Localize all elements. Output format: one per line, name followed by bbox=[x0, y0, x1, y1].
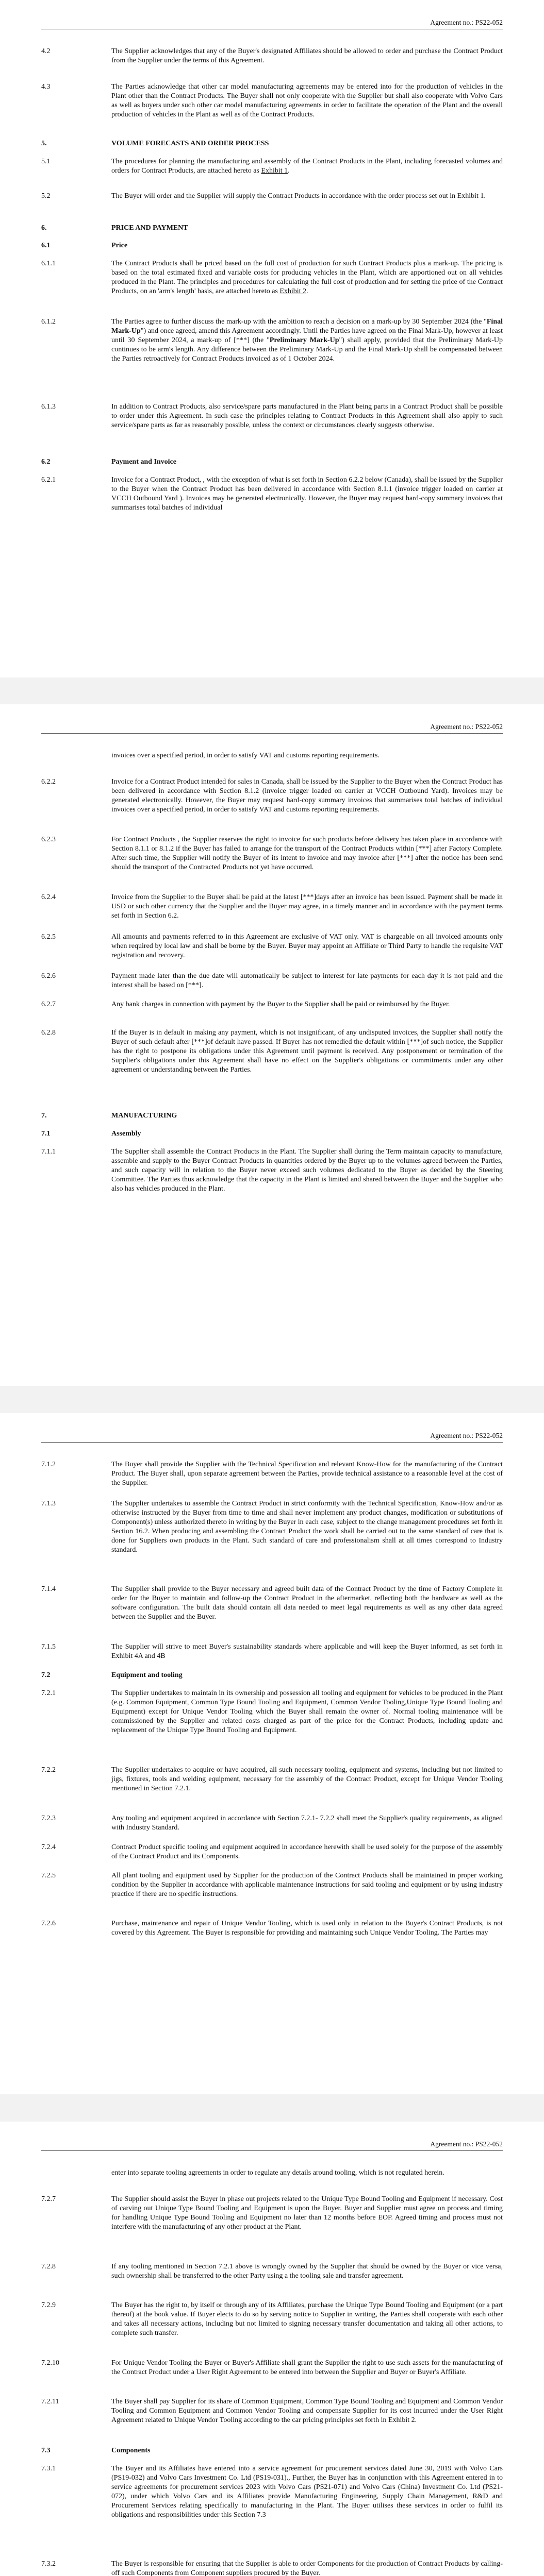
section-title: MANUFACTURING bbox=[111, 1112, 177, 1120]
clause-text: The Buyer will order and the Supplier will supply the Contract Products in accordance with the order process set out in Exhibit 1. bbox=[111, 192, 486, 200]
clause-text: For Unique Vendor Tooling the Buyer or Buyer's Affiliate shall grant the Supplier the right to use such assets for the manufacturing of the Contract Product under a User Right Agreement to be entered into between the Supplier and Buyer or Buyer's Affiliate. bbox=[111, 2359, 503, 2376]
continued-text: enter into separate tooling agreements in order to regulate any details around tooling, which is not regulated herein. bbox=[111, 2169, 444, 2177]
clause-number: 6.1.2 bbox=[41, 318, 56, 326]
clause-number: 5.2 bbox=[41, 192, 51, 200]
subsection-number: 7.1 bbox=[41, 1130, 51, 1138]
section-number: 5. bbox=[41, 140, 47, 147]
page-header: Agreement no.: PS22-052 bbox=[430, 723, 503, 731]
clause-text: Any bank charges in connection with payment by the Buyer to the Supplier shall be paid or reimbursed by the Buyer. bbox=[111, 1001, 450, 1008]
clause-number: 7.2.9 bbox=[41, 2301, 56, 2309]
subsection-title: Payment and Invoice bbox=[111, 458, 176, 466]
clause-text: In addition to Contract Products, also service/spare parts manufactured in the Plant being parts in a Contract Product shall be possible to order under this Agreement. In such case the principles relating to Contract Products in this Agreement shall also apply to such service/spare parts as far as reasonably possible, unless the context or circumstances clearly suggests otherwise. bbox=[111, 403, 503, 429]
page-header: Agreement no.: PS22-052 bbox=[430, 19, 503, 26]
subsection-title: Components bbox=[111, 2447, 151, 2454]
clause-6-2-6 bbox=[41, 972, 503, 990]
clause-text: The Buyer and its Affiliates have entered into a service agreement for procurement services dated June 30, 2019 with Volvo Cars (PS19-032) and Volvo Cars Investment Co. Ltd (PS19-031)., Further, the Buyer has in conjunction with this Agreement entered in to service agreements for procurement services 2023 with Volvo Cars (PS21-071) and Volvo Cars (China) Investment Co. Ltd (PS21-072), under which Volvo Cars and its Affiliates provide Manufacturing Engineering, Supply Chain Management, R&D and Procurement Services relating specifically to manufacturing in the Plant. The Buyer utilises these services in order to fulfil its obligations and responsibilities under this Section 7.3 bbox=[111, 2465, 503, 2519]
clause-number: 7.2.7 bbox=[41, 2195, 56, 2203]
clause-6-2-3 bbox=[41, 835, 503, 872]
document-page-3 bbox=[0, 1413, 544, 2094]
clause-text: All amounts and payments referred to in this Agreement are exclusive of VAT only. VAT is chargeable on all invoiced amounts only when required by local law and shall be borne by the Buyer. Buyer may appoint an Affiliate or Third Party to handle the requisite VAT registration and recovery. bbox=[111, 933, 503, 959]
clause-number: 6.2.7 bbox=[41, 1001, 56, 1008]
clause-number: 7.1.4 bbox=[41, 1585, 56, 1593]
clause-number: 6.1.3 bbox=[41, 403, 56, 411]
clause-text: Invoice for a Contract Product, , with the exception of what is set forth in Section 6.2.2 below (Canada), shall be issued by the Supplier to the Buyer when the Contract Product has been delivered in accordance with Section 8.1.1 (invoice trigger loaded on carrier at VCCH Outbound Yard ). Invoices may be generated electronically. However, the Buyer may request hard-copy summary invoices that summarises total batches of individual bbox=[111, 476, 503, 512]
subsection-title: Price bbox=[111, 242, 128, 249]
clause-text: The Supplier shall assemble the Contract Products in the Plant. The Supplier shall during the Term maintain capacity to manufacture, assemble and supply to the Buyer Contract Products in quantities ordered by the Buyer up to the volumes agreed between the Parties, and such capacity will in relation to the Buyer never exceed such volumes dedicated to the Buyer as decided by the Steering Committee. The Parties thus acknowledge that the capacity in the Plant is limited and shared between the Buyer and the Supplier who also has vehicles produced in the Plant. bbox=[111, 1148, 503, 1193]
clause-number: 7.2.10 bbox=[41, 2359, 59, 2367]
clause-number: 5.1 bbox=[41, 158, 51, 165]
defined-term: Preliminary Mark-Up bbox=[269, 336, 339, 344]
clause-text: Invoice for a Contract Product intended for sales in Canada, shall be issued by the Supplier to the Buyer when the Contract Product has been delivered in accordance with Section 8.1.2 (invoice trigger loaded on carrier at VCCH Outbound Yard). Invoices may be generated electronically. However, the Buyer may request hard-copy summary invoices that summarises total batches of individual invoices over a specified period, in order to satisfy VAT and customs reporting requirements. bbox=[111, 778, 503, 814]
clause-text: The Contract Products shall be priced based on the full cost of production for such Contract Products plus a mark-up. The pricing is based on the total estimated fixed and variable costs for producing vehicles in the Plant, which are apportioned out on all vehicles produced in the Plant. The principles and procedures for calculating the full cost of production and for setting the price of the Contract Products, on an 'arm's length' basis, are attached hereto as Exhibit 2. bbox=[111, 260, 503, 295]
clause-6-2-8 bbox=[41, 1028, 503, 1075]
clause-7-2-8 bbox=[41, 2262, 503, 2281]
clause-text: The Supplier undertakes to assemble the Contract Product in strict conformity with the Technical Specification, Know-How and/or as otherwise instructed by the Buyer from time to time and shall never implement any product changes, modification or substitutions of Component(s) unless authorized thereto in writing by the Buyer in each case, subject to the change management procedures set forth in Section 16.2. When producing and assembling the Contract Product the work shall be carried out to the same standard of care that is done for Suppliers own products in the Plant. Such standard of care and professionalism shall at all times correspond to Industry standard. bbox=[111, 1500, 503, 1554]
clause-text: The Supplier acknowledges that any of the Buyer's designated Affiliates should be allowed to order and purchase the Contract Product from the Supplier under the terms of this Agreement. bbox=[111, 47, 503, 64]
clause-number: 7.2.2 bbox=[41, 1766, 56, 1774]
clause-text: If any tooling mentioned in Section 7.2.1 above is wrongly owned by the Supplier that should be owned by the Buyer or vice versa, such ownership shall be transferred to the other Party using a the tooling sale and transfer agreement. bbox=[111, 2263, 503, 2280]
header-rule bbox=[41, 733, 503, 734]
clause-number: 7.1.3 bbox=[41, 1500, 56, 1507]
clause-7-1-1 bbox=[41, 1147, 503, 1194]
clause-number: 7.2.4 bbox=[41, 1843, 56, 1851]
subsection-title: Assembly bbox=[111, 1130, 141, 1138]
clause-7-1-5 bbox=[41, 1642, 503, 1661]
clause-7-2-9 bbox=[41, 2301, 503, 2338]
clause-7-1-3 bbox=[41, 1499, 503, 1555]
clause-7-2-1 bbox=[41, 1689, 503, 1735]
clause-6-1-3 bbox=[41, 402, 503, 430]
clause-text: The procedures for planning the manufacturing and assembly of the Contract Products in the Plant, including forecasted volumes and orders for Contract Products, are attached hereto as Exhibit 1. bbox=[111, 158, 503, 175]
document-page-1 bbox=[0, 0, 544, 677]
clause-number: 7.1.1 bbox=[41, 1148, 56, 1156]
clause-7-2-3 bbox=[41, 1814, 503, 1833]
subsection-title: Equipment and tooling bbox=[111, 1671, 183, 1679]
clause-text: The Supplier will strive to meet Buyer's sustainability standards where applicable and will keep the Buyer informed, as set forth in Exhibit 4A and 4B bbox=[111, 1643, 503, 1660]
clause-7-1-2 bbox=[41, 1460, 503, 1488]
header-rule bbox=[41, 1442, 503, 1443]
clause-7-2-10 bbox=[41, 2359, 503, 2377]
subsection-number: 7.2 bbox=[41, 1671, 51, 1679]
clause-text: If the Buyer is in default in making any payment, which is not insignificant, of any undisputed invoices, the Supplier shall notify the Buyer of such default after [***]of default have passed. If Buyer has not remedied the default within [***]of such notice, the Supplier has the right to postpone its obligations under this Agreement until payment is received. Any postponement or termination of the Supplier's obligations under this Agreement shall have no effect on the Supplier's obligations or commitments under any other agreement or understanding between the Parties. bbox=[111, 1029, 503, 1074]
clause-6-2-4 bbox=[41, 893, 503, 921]
clause-number: 7.2.8 bbox=[41, 2263, 56, 2270]
clause-6-2-7 bbox=[41, 1000, 503, 1009]
clause-number: 6.2.8 bbox=[41, 1029, 56, 1037]
clause-text: Payment made later than the due date will automatically be subject to interest for late payments for each day it is not paid and the interest shall be based on [***]. bbox=[111, 972, 503, 989]
clause-6-1-2 bbox=[41, 317, 503, 364]
clause-number: 4.2 bbox=[41, 47, 51, 55]
section-title: VOLUME FORECASTS AND ORDER PROCESS bbox=[111, 140, 269, 147]
clause-4-2 bbox=[41, 47, 503, 65]
clause-number: 6.2.1 bbox=[41, 476, 56, 484]
section-number: 7. bbox=[41, 1112, 47, 1120]
clause-text: The Supplier should assist the Buyer in phase out projects related to the Unique Type Bound Tooling and Equipment if necessary. Cost of carving out Unique Type Bound Tooling and Equipment is upon the Buyer. Buyer and Supplier must agree on process and timing for handling Unique Type Bound Tooling and Equipment no later than 12 months before EOP. Agreed timing and process must not interfere with the manufacturing of any other product at the Plant. bbox=[111, 2195, 503, 2231]
clause-text: Contract Product specific tooling and equipment acquired in accordance herewith shall be used solely for the purpose of the assembly of the Contract Product and its Components. bbox=[111, 1843, 503, 1860]
clause-number: 6.2.6 bbox=[41, 972, 56, 980]
clause-number: 6.2.5 bbox=[41, 933, 56, 941]
clause-7-2-7 bbox=[41, 2195, 503, 2232]
clause-6-1-1 bbox=[41, 259, 503, 296]
clause-6-2-2 bbox=[41, 777, 503, 815]
clause-number: 7.3.2 bbox=[41, 2560, 56, 2568]
clause-text: The Buyer shall pay Supplier for its share of Common Equipment, Common Type Bound Tooling and Equipment and Common Vendor Tooling and Common Equipment and Common Vendor Tooling and compensate Supplier for its cost incurred under the User Right Agreement related to Unique Vendor Tooling according to the car pricing principles set forth in Exhibit 2. bbox=[111, 2398, 503, 2424]
subsection-number: 7.3 bbox=[41, 2447, 51, 2454]
clause-text: The Supplier undertakes to acquire or have acquired, all such necessary tooling, equipment and systems, including but not limited to jigs, fixtures, tools and welding equipment, necessary for the assembly of the Contract Product, except for Unique Vendor Tooling mentioned in Section 7.2.1. bbox=[111, 1766, 503, 1792]
subsection-number: 6.2 bbox=[41, 458, 51, 466]
clause-7-2-11 bbox=[41, 2397, 503, 2425]
clause-number: 7.2.6 bbox=[41, 1920, 56, 1927]
clause-6-2-5 bbox=[41, 933, 503, 960]
clause-text: For Contract Products , the Supplier reserves the right to invoice for such products before delivery has taken place in accordance with Section 8.1.1 or 8.1.2 if the Buyer has failed to arrange for the transport of the Contract Products within [***] after Factory Complete. After such time, the Supplier will notify the Buyer of its intent to invoice and may invoice after [***] after the notice has been send should the transport of the Contracted Products not yet have occurred. bbox=[111, 836, 503, 871]
header-rule bbox=[41, 2150, 503, 2151]
clause-number: 6.2.3 bbox=[41, 836, 56, 843]
clause-number: 7.3.1 bbox=[41, 2465, 56, 2472]
page-header: Agreement no.: PS22-052 bbox=[430, 1432, 503, 1439]
clause-5-2 bbox=[41, 192, 503, 201]
section-number: 6. bbox=[41, 224, 47, 232]
clause-text: The Supplier shall provide to the Buyer necessary and agreed built data of the Contract Product by the time of Factory Complete in order for the Buyer to maintain and follow-up the Contract Product in the aftermarket, reflecting both the hardware as well as the software configuration. The built data should contain all data needed to meet legal requirements as well as any other data agreed between the Supplier and the Buyer. bbox=[111, 1585, 503, 1621]
clause-7-3-2 bbox=[41, 2560, 503, 2576]
continued-text: invoices over a specified period, in order to satisfy VAT and customs reporting requirements. bbox=[111, 752, 380, 759]
clause-text: The Buyer shall provide the Supplier with the Technical Specification and relevant Know-How for the manufacturing of the Contract Product. The Buyer shall, upon separate agreement between the Parties, provide technical assistance to a reasonable level at the cost of the Supplier. bbox=[111, 1461, 503, 1487]
page-header: Agreement no.: PS22-052 bbox=[430, 2140, 503, 2148]
clause-text: The Parties agree to further discuss the mark-up with the ambition to reach a decision on a mark-up by 30 September 2024 (the "Final Mark-Up") and once agreed, amend this Agreement accordingly. Until the Parties have agreed on the Final Mark-Up, however at least until 30 September 2024, a mark-up of [***] (the "Preliminary Mark-Up") shall apply, provided that the Preliminary Mark-Up continues to be arm's length. Any difference between the Preliminary Mark-Up and the Final Mark-Up shall be compensated between the Parties retroactively for Contract Products invoiced as of 1 October 2024. bbox=[111, 318, 503, 363]
clause-number: 7.2.3 bbox=[41, 1815, 56, 1822]
clause-6-2-1 bbox=[41, 476, 503, 513]
clause-number: 7.1.2 bbox=[41, 1461, 56, 1468]
clause-text: The Parties acknowledge that other car model manufacturing agreements may be entered into for the production of vehicles in the Plant other than the Contract Products. The Buyer shall not only cooperate with the Supplier but shall also cooperate with Volvo Cars as well as buyers under such other car model manufacturing agreements in order to facilitate the operation of the Plant and the overall production of vehicles in the Plant as well as of the Contract Products. bbox=[111, 83, 503, 118]
clause-number: 7.2.1 bbox=[41, 1689, 56, 1697]
section-title: PRICE AND PAYMENT bbox=[111, 224, 188, 232]
clause-text: The Buyer has the right to, by itself or through any of its Affiliates, purchase the Unique Type Bound Tooling and Equipment (or a part thereof) at the book value. If Buyer elects to do so by serving notice to Supplier in writing, the Parties shall cooperate with each other and takes all necessary actions, including but not limited to signing necessary transfer documentation and taking all other actions, to complete such transfer. bbox=[111, 2301, 503, 2337]
clause-7-3-1 bbox=[41, 2464, 503, 2520]
document-page-4 bbox=[0, 2122, 544, 2576]
exhibit-2-link[interactable]: Exhibit 2 bbox=[279, 287, 307, 295]
clause-number: 6.1.1 bbox=[41, 260, 56, 267]
clause-5-1 bbox=[41, 157, 503, 176]
clause-number: 7.2.5 bbox=[41, 1872, 56, 1879]
document-page-2 bbox=[0, 704, 544, 1386]
clause-7-1-4 bbox=[41, 1585, 503, 1622]
clause-7-2-2 bbox=[41, 1766, 503, 1793]
exhibit-1-link[interactable]: Exhibit 1 bbox=[261, 167, 288, 175]
clause-text: Invoice from the Supplier to the Buyer shall be paid at the latest [***]days after an invoice has been issued. Payment shall be made in USD or such other currency that the Supplier and the Buyer may agree, in a timely manner and in accordance with the payment terms set forth in Section 6.2. bbox=[111, 893, 503, 920]
clause-number: 6.2.2 bbox=[41, 778, 56, 786]
clause-7-2-6 bbox=[41, 1919, 503, 1938]
clause-text: Purchase, maintenance and repair of Unique Vendor Tooling, which is used only in relation to the Buyer's Contract Products, is not covered by this Agreement. The Buyer is responsible for providing and maintaining such Unique Vendor Tooling. The Parties may bbox=[111, 1920, 503, 1937]
clause-number: 7.1.5 bbox=[41, 1643, 56, 1651]
clause-text: All plant tooling and equipment used by Supplier for the production of the Contract Products shall be maintained in proper working condition by the Supplier in accordance with applicable maintenance instructions for said tooling and equipment or by using industry practice if there are no specific instructions. bbox=[111, 1872, 503, 1898]
clause-text: The Buyer is responsible for ensuring that the Supplier is able to order Components for the production of Contract Products by calling-off such Components from Component suppliers procured by the Buyer. bbox=[111, 2560, 503, 2576]
clause-number: 7.2.11 bbox=[41, 2398, 59, 2405]
clause-7-2-4 bbox=[41, 1843, 503, 1861]
clause-text: Any tooling and equipment acquired in accordance with Section 7.2.1- 7.2.2 shall meet the Supplier's quality requirements, as aligned with Industry Standard. bbox=[111, 1815, 503, 1832]
subsection-number: 6.1 bbox=[41, 242, 51, 249]
clause-text: The Supplier undertakes to maintain in its ownership and possession all tooling and equipment for vehicles to be produced in the Plant (e.g. Common Equipment, Common Type Bound Tooling and Equipment, Common Vendor Tooling,Unique Type Bound Tooling and Equipment) except for Unique Vendor Tooling which the Buyer shall remain the owner of. Normal tooling maintenance will be commissioned by the Supplier and related costs charged as part of the price for the Contract Products, including update and replacement of the Unique Type Bound Tooling and Equipment. bbox=[111, 1689, 503, 1734]
clause-number: 6.2.4 bbox=[41, 893, 56, 901]
defined-term: Final Mark-Up bbox=[111, 318, 503, 335]
clause-number: 4.3 bbox=[41, 83, 51, 91]
clause-4-3 bbox=[41, 82, 503, 120]
clause-7-2-5 bbox=[41, 1871, 503, 1899]
